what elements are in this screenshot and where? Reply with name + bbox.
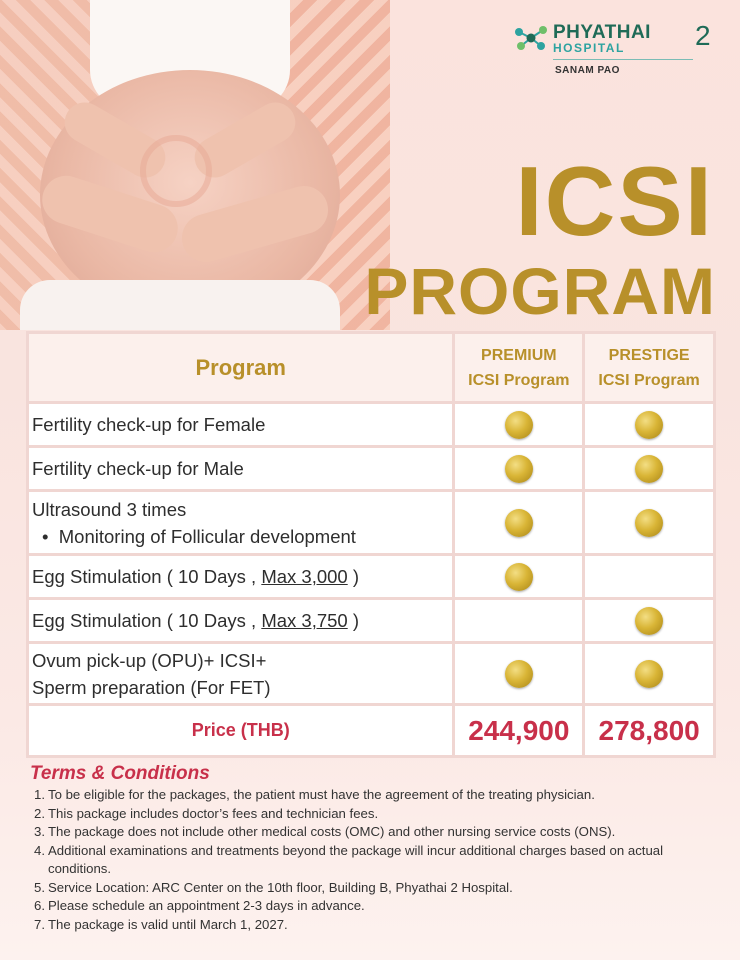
row-sub-text: Monitoring of Follicular development	[58, 525, 356, 547]
prestige-cell	[584, 643, 715, 705]
prestige-cell	[584, 491, 715, 555]
premium-cell	[454, 403, 584, 447]
premium-cell-empty	[454, 599, 584, 643]
gold-coin-icon	[505, 509, 533, 537]
logo-number: 2	[695, 20, 711, 51]
row-label-line2: Sperm preparation (For FET)	[32, 676, 271, 698]
price-premium: 244,900	[454, 705, 584, 757]
price-prestige: 278,800	[584, 705, 715, 757]
price-row	[28, 705, 715, 757]
premium-cell	[454, 643, 584, 705]
photo-pants	[20, 280, 340, 330]
row-label	[28, 599, 454, 643]
header-program: Program	[28, 333, 454, 403]
gold-coin-icon	[635, 660, 663, 688]
table-row	[28, 403, 715, 447]
prestige-cell	[584, 403, 715, 447]
gold-coin-icon	[505, 660, 533, 688]
list-item: 5. Service Location: ARC Center on the 10th floor, Building B, Phyathai 2 Hospital.	[34, 879, 513, 895]
bullet-icon: •	[42, 525, 59, 547]
gold-coin-icon	[635, 509, 663, 537]
logo-hospital: HOSPITAL	[553, 41, 625, 55]
logo-divider	[553, 59, 693, 60]
table-row	[28, 447, 715, 491]
premium-cell	[454, 555, 584, 599]
list-item: 2. This package includes doctor’s fees and technician fees.	[34, 805, 379, 821]
header-prestige-line2: ICSI Program	[598, 371, 700, 389]
hero-photo	[0, 0, 390, 330]
gold-coin-icon	[505, 411, 533, 439]
premium-cell	[454, 491, 584, 555]
gold-coin-icon	[635, 455, 663, 483]
row-label-main: Ultrasound 3 times	[32, 498, 187, 520]
list-item: 4. Additional examinations and treatments beyond the package will incur additional charges based on actual conditions.	[34, 842, 664, 876]
row-label	[28, 643, 454, 705]
prestige-cell-empty	[584, 555, 715, 599]
logo-brand: PHYATHAI	[553, 22, 651, 43]
terms-list	[34, 786, 724, 934]
row-label-line1: Ovum pick-up (OPU)+ ICSI+	[32, 649, 267, 671]
table-row	[28, 491, 715, 555]
row-label-max: Max 3,750	[261, 610, 348, 631]
row-label-close: )	[347, 566, 360, 587]
prestige-cell	[584, 447, 715, 491]
row-label	[28, 491, 454, 555]
molecule-logo-icon	[513, 24, 549, 52]
prestige-cell	[584, 599, 715, 643]
header-premium-line1: PREMIUM	[481, 346, 557, 364]
page-title-line1: ICSI	[515, 146, 714, 256]
table-header-row	[28, 333, 715, 403]
program-comparison-table	[26, 331, 716, 758]
hospital-logo	[513, 22, 723, 82]
header-prestige	[584, 333, 715, 403]
row-label-max: Max 3,000	[261, 566, 348, 587]
table-row	[28, 555, 715, 599]
list-item: 1. To be eligible for the packages, the patient must have the agreement of the treating physician.	[34, 787, 595, 802]
logo-branch: SANAM PAO	[555, 65, 620, 76]
header-premium	[454, 333, 584, 403]
table-row	[28, 643, 715, 705]
row-label-text: Egg Stimulation ( 10 Days ,	[32, 566, 262, 587]
table-row	[28, 599, 715, 643]
list-item: 7. The package is valid until March 1, 2027.	[34, 916, 288, 932]
row-label: Fertility check-up for Male	[28, 447, 454, 491]
price-label: Price (THB)	[28, 705, 454, 757]
list-item: 6. Please schedule an appointment 2-3 days in advance.	[34, 898, 365, 913]
gold-coin-icon	[505, 455, 533, 483]
gold-coin-icon	[505, 563, 533, 591]
header-premium-line2: ICSI Program	[468, 371, 570, 389]
page-title-line2: PROGRAM	[364, 254, 716, 328]
gold-coin-icon	[635, 607, 663, 635]
header-prestige-line1: PRESTIGE	[608, 346, 690, 364]
gold-coin-icon	[635, 411, 663, 439]
heart-shape	[140, 135, 212, 207]
premium-cell	[454, 447, 584, 491]
terms-title: Terms & Conditions	[30, 763, 210, 784]
row-sub-item	[32, 523, 452, 550]
list-item: 3. The package does not include other medical costs (OMC) and other nursing service costs (ONS).	[34, 824, 616, 839]
row-label-close: )	[347, 610, 360, 631]
row-label: Fertility check-up for Female	[28, 403, 454, 447]
row-label	[28, 555, 454, 599]
row-label-text: Egg Stimulation ( 10 Days ,	[32, 610, 262, 631]
